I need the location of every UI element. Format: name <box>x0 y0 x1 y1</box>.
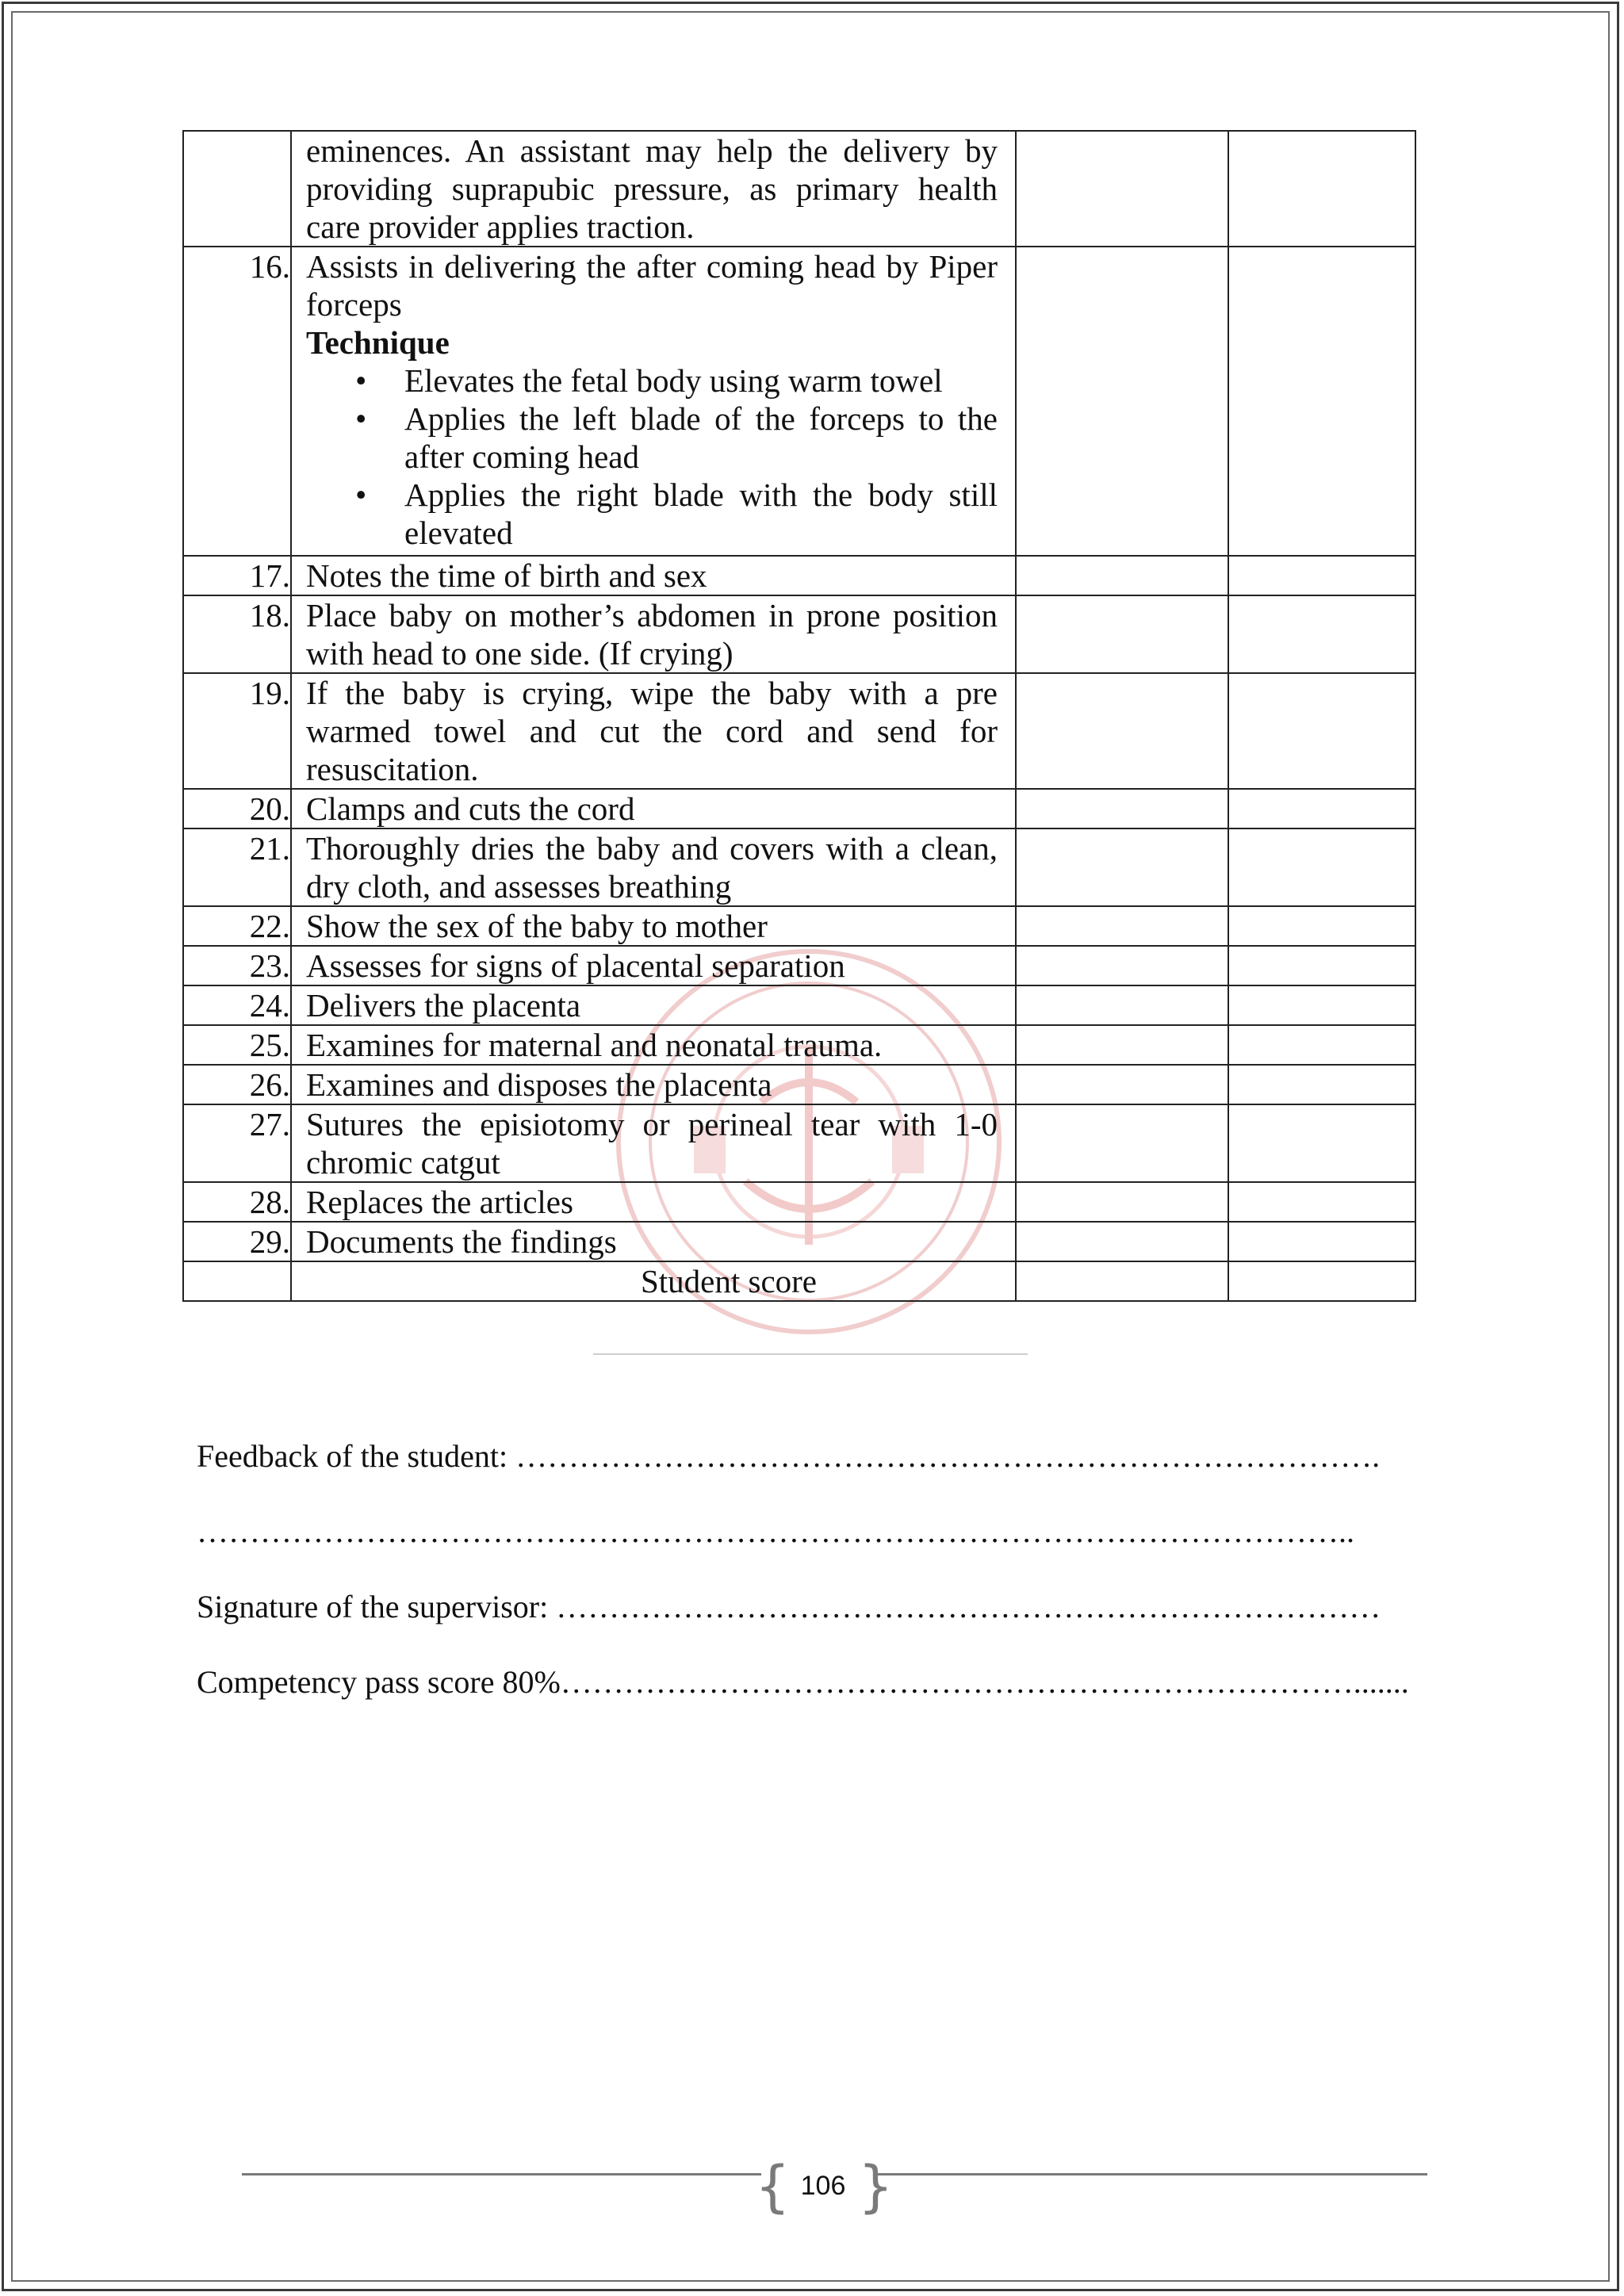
list-item: • Applies the left blade of the forceps to the after coming head <box>404 400 998 476</box>
score-cell <box>1016 1104 1228 1182</box>
table-row <box>183 1182 1415 1222</box>
step-text: Delivers the placenta <box>291 985 1016 1025</box>
step-text: Place baby on mother’s abdomen in prone position with head to one side. (If crying) <box>291 595 1016 673</box>
step-number: 22. <box>183 906 291 946</box>
remarks-cell <box>1228 556 1415 595</box>
watermark-underline <box>593 1353 1028 1355</box>
score-cell <box>1016 789 1228 828</box>
feedback-line: Feedback of the student: ………………………………………………………………………. <box>197 1438 1381 1474</box>
table-row <box>183 906 1415 946</box>
remarks-cell <box>1228 673 1415 789</box>
remarks-cell <box>1228 131 1415 247</box>
step-number: 26. <box>183 1065 291 1104</box>
score-cell <box>1016 556 1228 595</box>
step-number: 19. <box>183 673 291 789</box>
table-row <box>183 131 1415 247</box>
list-item: • Elevates the fetal body using warm towel <box>404 362 998 400</box>
step-number: 25. <box>183 1025 291 1065</box>
remarks-cell <box>1228 1261 1415 1301</box>
step-number: 17. <box>183 556 291 595</box>
left-brace-icon: { <box>755 2154 791 2219</box>
remarks-cell <box>1228 828 1415 906</box>
footer-rule-left <box>242 2173 761 2175</box>
remarks-cell <box>1228 1025 1415 1065</box>
score-cell <box>1016 595 1228 673</box>
table-row <box>183 595 1415 673</box>
score-cell <box>1016 1025 1228 1065</box>
procedure-checklist-table <box>182 130 1416 1302</box>
step-number: 18. <box>183 595 291 673</box>
table-row <box>183 556 1415 595</box>
step-text: Examines and disposes the placenta <box>291 1065 1016 1104</box>
score-cell <box>1016 985 1228 1025</box>
remarks-cell <box>1228 946 1415 985</box>
step-text: Clamps and cuts the cord <box>291 789 1016 828</box>
score-cell <box>1016 1222 1228 1261</box>
remarks-cell <box>1228 789 1415 828</box>
step-number: 28. <box>183 1182 291 1222</box>
page-number: 106 <box>800 2171 846 2201</box>
student-score-label: Student score <box>291 1261 1016 1301</box>
step-number: 16. <box>183 247 291 556</box>
score-cell <box>1016 906 1228 946</box>
step-number <box>183 131 291 247</box>
table-row <box>183 946 1415 985</box>
step-text: Show the sex of the baby to mother <box>291 906 1016 946</box>
feedback-continuation-line: ……………………………………………………………………………………………….. <box>197 1513 1354 1549</box>
score-cell <box>1016 673 1228 789</box>
score-cell <box>1016 1065 1228 1104</box>
step-text: eminences. An assistant may help the delivery by providing suprapubic pressure, as primary health care provider applies traction. <box>291 131 1016 247</box>
step-text: Thoroughly dries the baby and covers with a clean, dry cloth, and assesses breathing <box>291 828 1016 906</box>
table-row <box>183 1261 1415 1301</box>
table-row <box>183 1104 1415 1182</box>
remarks-cell <box>1228 1065 1415 1104</box>
right-brace-icon: } <box>858 2154 894 2219</box>
remarks-cell <box>1228 1222 1415 1261</box>
step-text: Assists in delivering the after coming head by Piper forceps <box>306 248 998 323</box>
technique-list <box>306 362 998 552</box>
score-cell <box>1016 1261 1228 1301</box>
remarks-cell <box>1228 1104 1415 1182</box>
score-cell <box>1016 946 1228 985</box>
remarks-cell <box>1228 247 1415 556</box>
footer-rule-right <box>877 2173 1427 2175</box>
score-cell <box>1016 131 1228 247</box>
step-number: 23. <box>183 946 291 985</box>
step-number: 27. <box>183 1104 291 1182</box>
table-row <box>183 789 1415 828</box>
table-row <box>183 985 1415 1025</box>
table-row <box>183 673 1415 789</box>
step-text: If the baby is crying, wipe the baby with a pre warmed towel and cut the cord and send for resuscitation. <box>291 673 1016 789</box>
score-cell <box>1016 1182 1228 1222</box>
supervisor-signature-line: Signature of the supervisor: …………………………………………………………………… <box>197 1589 1381 1624</box>
step-text: Notes the time of birth and sex <box>291 556 1016 595</box>
step-text: Documents the findings <box>291 1222 1016 1261</box>
table-row <box>183 1025 1415 1065</box>
step-number: 29. <box>183 1222 291 1261</box>
step-number: 20. <box>183 789 291 828</box>
table-row <box>183 1222 1415 1261</box>
remarks-cell <box>1228 985 1415 1025</box>
step-number: 21. <box>183 828 291 906</box>
score-cell <box>1016 247 1228 556</box>
step-text: Assesses for signs of placental separation <box>291 946 1016 985</box>
table-row <box>183 1065 1415 1104</box>
step-number: 24. <box>183 985 291 1025</box>
remarks-cell <box>1228 595 1415 673</box>
step-text: Examines for maternal and neonatal trauma. <box>291 1025 1016 1065</box>
table-row <box>183 247 1415 556</box>
remarks-cell <box>1228 906 1415 946</box>
list-item: • Applies the right blade with the body still elevated <box>404 476 998 552</box>
technique-heading: Technique <box>306 324 450 361</box>
score-cell <box>1016 828 1228 906</box>
pass-score-line: Competency pass score 80%…………………………………………………………………....... <box>197 1664 1409 1700</box>
empty-cell <box>183 1261 291 1301</box>
step-text: Replaces the articles <box>291 1182 1016 1222</box>
remarks-cell <box>1228 1182 1415 1222</box>
table-row <box>183 828 1415 906</box>
step-text: Sutures the episiotomy or perineal tear with 1-0 chromic catgut <box>291 1104 1016 1182</box>
